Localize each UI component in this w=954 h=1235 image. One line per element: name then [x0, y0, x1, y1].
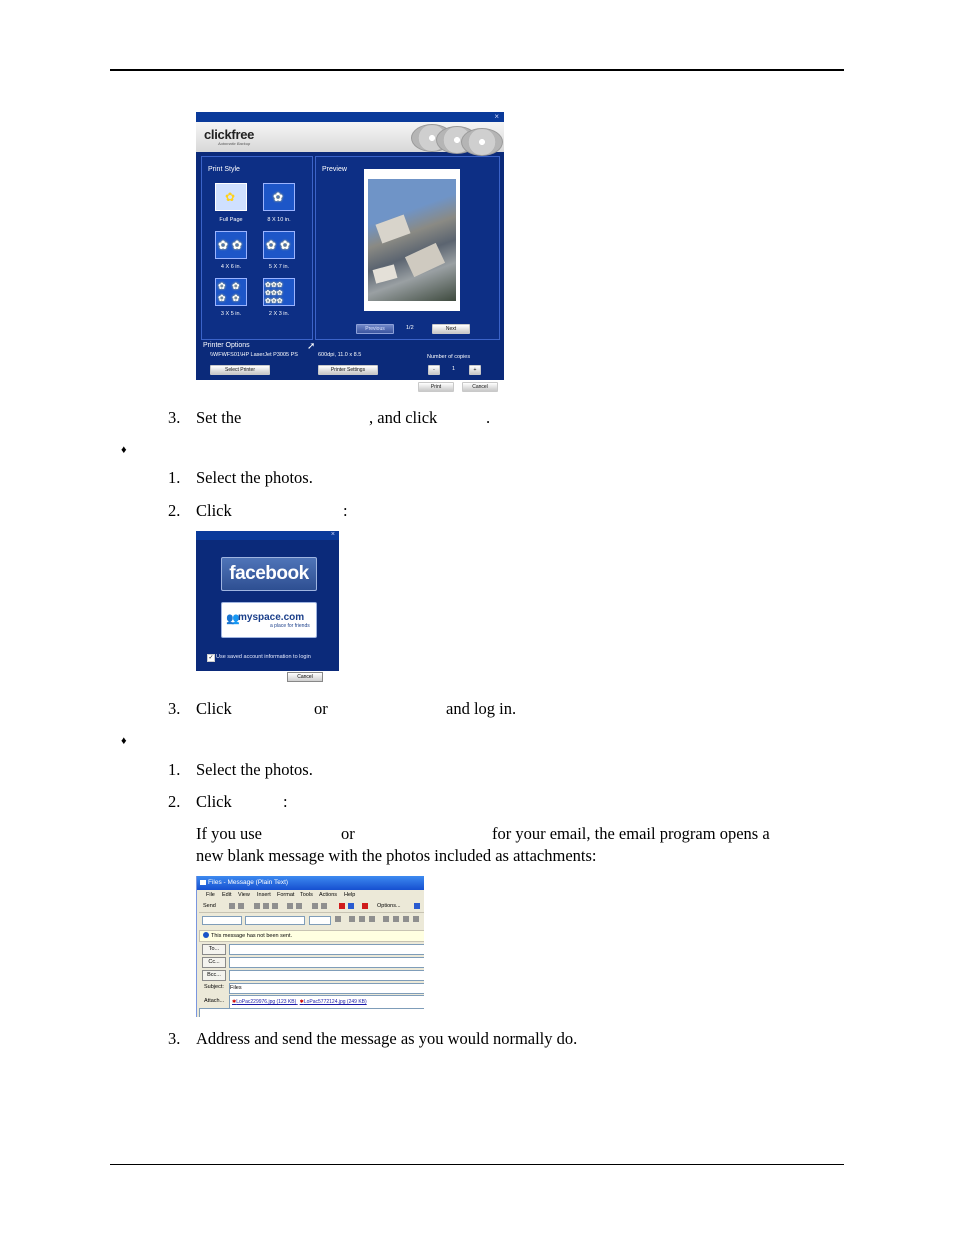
bcc-button[interactable]: Bcc...: [202, 970, 226, 981]
flower-icon: ✿: [218, 293, 226, 303]
style-3x5[interactable]: [215, 278, 247, 306]
bullets-icon[interactable]: [413, 916, 419, 922]
cancel-button[interactable]: Cancel: [287, 672, 323, 682]
step-number: 3.: [168, 1029, 181, 1048]
align-left-icon[interactable]: [383, 916, 389, 922]
message-body[interactable]: [199, 1008, 424, 1017]
align-right-icon[interactable]: [403, 916, 409, 922]
attachment-icon: ✱: [299, 999, 304, 1005]
myspace-people-icon: 👥: [226, 613, 240, 625]
step-number: 2.: [168, 792, 181, 811]
attachment-item[interactable]: LoPac229976.jpg (123 KB): [236, 999, 297, 1005]
print-dialog-titlebar: [196, 112, 504, 122]
next-button[interactable]: Next: [432, 324, 470, 334]
send-button[interactable]: Send: [203, 903, 216, 909]
info-text: This message has not been sent.: [211, 933, 293, 939]
step-text: Address and send the message as you would normally do.: [196, 1029, 578, 1048]
myspace-label: myspace.com: [238, 612, 305, 623]
formatting-toolbar: [199, 914, 424, 925]
flower-icon: ✿: [232, 238, 243, 252]
flower-icon: ✿: [280, 238, 291, 252]
social-share-dialog: [196, 531, 339, 688]
cut-icon[interactable]: [254, 903, 260, 909]
envelope-icon: [200, 880, 206, 885]
social-dialog-titlebar: [196, 531, 339, 540]
window-title: Files - Message (Plain Text): [208, 879, 289, 886]
close-icon[interactable]: ×: [494, 112, 499, 121]
preview-photo: [368, 179, 456, 301]
printer-info: 600dpi, 11.0 x 8.5: [318, 352, 362, 358]
print-style-label: Print Style: [208, 166, 240, 173]
print-dialog-footer: [196, 380, 504, 396]
myspace-button[interactable]: [221, 602, 317, 638]
address-book-icon[interactable]: [312, 903, 318, 909]
mouse-cursor-icon: ➚: [307, 341, 316, 352]
print-dialog: [196, 112, 504, 396]
attach-label[interactable]: Attach...: [204, 998, 225, 1004]
step-text: Set the: [196, 408, 242, 427]
info-icon: [203, 932, 209, 938]
style-label: Full Page: [219, 217, 243, 223]
step-text: , and click: [369, 408, 438, 427]
step-number: 3.: [168, 699, 181, 718]
paragraph-text: If you use: [196, 824, 262, 843]
save-icon[interactable]: [229, 903, 235, 909]
decrease-copies-button[interactable]: -: [428, 365, 440, 375]
attachment-item[interactable]: LoPac5772124.jpg (249 KB): [303, 999, 367, 1005]
subject-field[interactable]: Files: [229, 983, 424, 994]
menu-help[interactable]: Help: [344, 892, 356, 898]
print-icon[interactable]: [238, 903, 244, 909]
font-size-select[interactable]: [309, 916, 331, 925]
bcc-field[interactable]: [229, 970, 424, 981]
flower-icon: ✿: [218, 281, 226, 291]
myspace-tagline: a place for friends: [270, 623, 310, 629]
step-text: .: [486, 408, 491, 427]
menu-edit[interactable]: Edit: [222, 892, 232, 898]
standard-toolbar: [199, 901, 424, 913]
flower-icon: ✿✿✿: [265, 298, 283, 305]
cancel-button[interactable]: Cancel: [462, 382, 498, 392]
logo-subtitle: Automatic Backup: [218, 141, 251, 146]
style-label: 3 X 5 in.: [220, 311, 242, 317]
attachments-field[interactable]: [229, 995, 424, 1009]
step-text: :: [343, 501, 348, 520]
options-button[interactable]: Options...: [377, 903, 401, 909]
close-icon[interactable]: ×: [330, 531, 335, 538]
style-4x6[interactable]: [215, 231, 247, 259]
style-full-page[interactable]: [215, 183, 247, 211]
menu-insert[interactable]: Insert: [257, 892, 271, 898]
menu-format[interactable]: Format: [277, 892, 295, 898]
italic-icon[interactable]: [359, 916, 365, 922]
preview-page: [364, 169, 460, 311]
step-text: and log in.: [446, 699, 517, 718]
step-text: :: [283, 792, 288, 811]
font-select[interactable]: [245, 916, 305, 925]
print-button[interactable]: Print: [418, 382, 454, 392]
menu-bar: [197, 890, 424, 900]
increase-copies-button[interactable]: +: [469, 365, 481, 375]
step-number: 1.: [168, 760, 181, 779]
style-label: 5 X 7 in.: [268, 264, 290, 270]
bullet-diamond-icon: ♦: [121, 444, 127, 456]
align-center-icon[interactable]: [393, 916, 399, 922]
paragraph-text: for your email, the email program opens a: [492, 824, 770, 843]
check-names-icon[interactable]: [321, 903, 327, 909]
paragraph-text: or: [341, 824, 355, 843]
copy-icon[interactable]: [263, 903, 269, 909]
paste-icon[interactable]: [272, 903, 278, 909]
subject-label: Subject:: [204, 984, 224, 990]
flower-icon: ✿: [218, 238, 229, 252]
preview-label: Preview: [322, 166, 347, 173]
to-button[interactable]: To...: [202, 944, 226, 955]
printer-options-label: Printer Options: [203, 342, 250, 349]
flower-icon: ✿: [273, 190, 284, 204]
paperclip-icon[interactable]: [296, 903, 302, 909]
footer-rule: [110, 1164, 844, 1165]
style-label: 2 X 3 in.: [268, 311, 290, 317]
style-2x3[interactable]: [263, 278, 295, 306]
format-icon[interactable]: [414, 903, 420, 909]
cc-button[interactable]: Cc...: [202, 957, 226, 968]
flower-icon: ✿: [266, 238, 277, 252]
step-number: 2.: [168, 501, 181, 520]
menu-tools[interactable]: Tools: [300, 892, 313, 898]
flower-icon: ✿: [232, 293, 240, 303]
style-select[interactable]: [202, 916, 242, 925]
step-text: Select the photos.: [196, 468, 313, 487]
select-printer-button[interactable]: Select Printer: [210, 365, 270, 375]
style-5x7[interactable]: [263, 231, 295, 259]
step-text: Click: [196, 792, 232, 811]
style-8x10[interactable]: [263, 183, 295, 211]
flower-icon: ✿✿✿: [265, 282, 283, 289]
flower-icon: ✿✿✿: [265, 290, 283, 297]
email-message-window: [196, 876, 424, 1017]
step-text: Select the photos.: [196, 760, 313, 779]
attachment-icon: ✱: [232, 999, 237, 1005]
facebook-button[interactable]: facebook: [221, 557, 317, 591]
step-number: 1.: [168, 468, 181, 487]
attach-icon[interactable]: [287, 903, 293, 909]
style-label: 4 X 6 in.: [220, 264, 242, 270]
bold-icon[interactable]: [349, 916, 355, 922]
printer-settings-button[interactable]: Printer Settings: [318, 365, 378, 375]
saved-login-label: Use saved account information to login: [216, 654, 311, 660]
step-text: or: [314, 699, 328, 718]
info-bar: [199, 930, 424, 942]
style-label: 8 X 10 in.: [267, 217, 291, 223]
flower-icon: ✿: [225, 190, 236, 204]
saved-login-checkbox[interactable]: ✓: [208, 655, 214, 661]
step-text: Click: [196, 699, 232, 718]
menu-actions[interactable]: Actions: [319, 892, 338, 898]
step-text: Click: [196, 501, 232, 520]
menu-view[interactable]: View: [238, 892, 250, 898]
cc-field[interactable]: [229, 957, 424, 968]
previous-button[interactable]: Previous: [356, 324, 394, 334]
copies-label: Number of copies: [427, 354, 471, 360]
printer-name: \\WFWFS01\HP LaserJet P3005 PS: [210, 352, 298, 358]
paragraph-text: new blank message with the photos included as attachments:: [196, 846, 597, 865]
copies-value[interactable]: 1: [452, 366, 456, 372]
email-titlebar: [197, 876, 424, 890]
header-rule: [110, 69, 844, 71]
flower-icon: ✿: [232, 281, 240, 291]
font-color-icon[interactable]: [335, 916, 341, 922]
disc-icon: [461, 128, 503, 156]
page-indicator: 1/2: [406, 325, 414, 331]
low-importance-icon[interactable]: [348, 903, 354, 909]
step-number: 3.: [168, 408, 181, 427]
to-field[interactable]: [229, 944, 424, 955]
underline-icon[interactable]: [369, 916, 375, 922]
flag-icon[interactable]: [362, 903, 368, 909]
clickfree-logo: clickfree: [204, 127, 255, 142]
menu-file[interactable]: File: [206, 892, 215, 898]
high-importance-icon[interactable]: [339, 903, 345, 909]
bullet-diamond-icon: ♦: [121, 735, 127, 747]
